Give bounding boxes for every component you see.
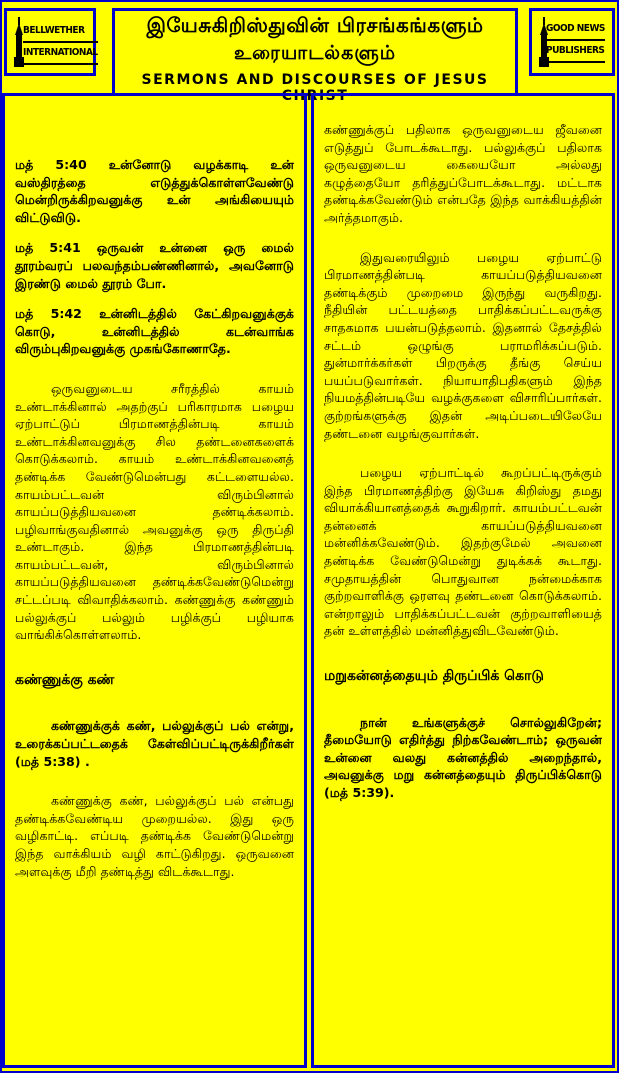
good-news-logo xyxy=(529,8,615,76)
logo-text xyxy=(23,21,98,65)
left-column-content xyxy=(15,156,294,893)
paragraph: இதுவரையிலும் பழைய ஏற்பாட்டு பிரமாணத்தின்படி காயப்படுத்தியவனை தண்டிக்கும் முறைமை இருந்து வருகிறது. நீதியின் பட்டயத்தை பாதிக்கப்பட்டவருக்கு சாதகமாக பயன்படுத்தலாம். இதனால் தேசத்தில் சட்டம் ஒழுங்கு பராமரிக்கப்படும். துன்மார்க்கர்கள் பிறருக்கு தீங்கு செய்ய பயப்படுவார்கள். நியாயாதிபதிகளும் இந்த நியமத்தின்படியே வழக்குகளை விசாரிப்பார்கள். குற்றங்களுக்கு இதன் அடிப்படையிலேயே தண்டனை வழங்குவார்கள். xyxy=(324,249,602,441)
section-heading: மறுகன்னத்தையும் திருப்பிக் கொடு xyxy=(324,668,544,685)
verse-matthew-5-42: மத் 5:42 உன்னிடத்தில் கேட்கிறவனுக்குக் கொடு, உன்னிடத்தில் கடன்வாங்க விரும்புகிறவனுக்கு முகங்கோணாதே. xyxy=(15,306,294,357)
title-english: SERMONS AND DISCOURSES OF JESUS CHRIST xyxy=(141,72,489,104)
right-column-content xyxy=(324,121,602,815)
title-tamil-line-2: உரையாடல்களும் xyxy=(233,42,397,64)
title-box xyxy=(112,8,518,104)
logo-line-1: GOOD NEWS xyxy=(546,19,605,41)
paragraph: பழைய ஏற்பாட்டில் கூறப்பட்டிருக்கும் இந்த பிரமாணத்திற்கு இயேசு கிறிஸ்து தமது வியாக்கியானத்தைக் கூறுகிறார். காயம்பட்டவன் தன்னைக் காயப்படுத்தியவனை மன்னிக்கவேண்டும். இதற்குமேல் அவனை தண்டிக்க வேண்டுமென்று துடிக்கக் கூடாது. சமுதாயத்தின் பொதுவான நன்மைக்காக குற்றவாளிக்கு ஒரளவு தண்டனை கொடுக்கலாம். என்றாலும் பாதிக்கப்பட்டவன் குற்றவாளியைத் தன் உள்ளத்தில் மன்னித்துவிடவேண்டும். xyxy=(324,465,602,639)
right-column xyxy=(311,93,615,1068)
left-column xyxy=(2,93,307,1068)
verse-matthew-5-38: கண்ணுக்குக் கண், பல்லுக்குப் பல் என்று, உரைக்கப்பட்டதைக் கேள்விப்பட்டிருக்கிறீர்கள் (மத் 5:38) . xyxy=(15,718,294,769)
logo-text xyxy=(546,19,605,63)
logo-line-1: BELLWETHER xyxy=(23,21,98,43)
header xyxy=(4,4,615,104)
bellwether-logo xyxy=(4,8,96,76)
section-heading: கண்ணுக்கு கண் xyxy=(15,671,115,688)
title-tamil-line-1: இயேசுகிறிஸ்துவின் பிரசங்கங்களும் xyxy=(146,13,484,37)
paragraph: ஒருவனுடைய சரீரத்தில் காயம் உண்டாக்கினால் அதற்குப் பரிகாரமாக பழைய ஏற்பாட்டுப் பிரமாணத்தின்படி காயம் உண்டாக்கினவனுக்கு சில தண்டனைகளைக் கொடுக்கலாம். காயம் உண்டாக்கினவனைத் தண்டிக்க வேண்டுமென்பது கட்டளையல்ல. காயம்பட்டவன் விரும்பினால் காயப்படுத்தியவனை தண்டிக்கலாம். பழிவாங்குவதினால் அவனுக்கு ஒரு திருப்தி உண்டாகும். இந்த பிரமாணத்தின்படி காயம்பட்டவன், விரும்பினால் காயப்படுத்தியவனை தண்டிக்கவேண்டுமென்று சட்டப்படி விவாதிக்கலாம். கண்ணுக்கு கண்ணும் பல்லுக்குப் பல்லும் பழிக்குப் பழியாக வாங்கிக்கொள்ளலாம். xyxy=(15,380,294,643)
verse-matthew-5-40: மத் 5:40 உன்னோடு வழக்காடி உன் வஸ்திரத்தை எடுத்துக்கொள்ளவேண்டு மென்றிருக்கிறவனுக்கு உன் அங்கியையும் விட்டுவிடு. xyxy=(15,157,294,225)
paragraph: கண்ணுக்கு கண், பல்லுக்குப் பல் என்பது தண்டிக்கவேண்டிய முறையல்ல. இது ஒரு வழிகாட்டி. எப்படி தண்டிக்க வேண்டுமென்று இந்த வாக்கியம் வழி காட்டுகிறது. ஒருவனை அளவுக்கு மீறி தண்டித்து விடக்கூடாது. xyxy=(15,793,294,879)
logo-line-2: INTERNATIONAL xyxy=(23,43,98,65)
logo-line-2: PUBLISHERS xyxy=(546,41,605,63)
paragraph: கண்ணுக்குப் பதிலாக ஒருவனுடைய ஜீவனை எடுத்துப் போடக்கூடாது. பல்லுக்குப் பதிலாக ஒருவனுடைய கையையோ அல்லது கழுத்தையோ தரித்துப்போடக்கூடாது. மட்டாக தண்டிக்கவேண்டும் என்பதே இந்த வாக்கியத்தின் அர்த்தமாகும். xyxy=(324,122,602,225)
verse-matthew-5-41: மத் 5:41 ஒருவன் உன்னை ஒரு மைல் தூரம்வரப் பலவந்தம்பண்ணினால், அவனோடு இரண்டு மைல் தூரம் போ. xyxy=(15,240,294,291)
verse-matthew-5-39: நான் உங்களுக்குச் சொல்லுகிறேன்; தீமையோடு எதிர்த்து நிற்கவேண்டாம்; ஒருவன் உன்னை வலது கன்னத்தில் அறைந்தால், அவனுக்கு மறு கன்னத்தையும் திருப்பிக்கொடு (மத் 5:39). xyxy=(324,714,602,800)
